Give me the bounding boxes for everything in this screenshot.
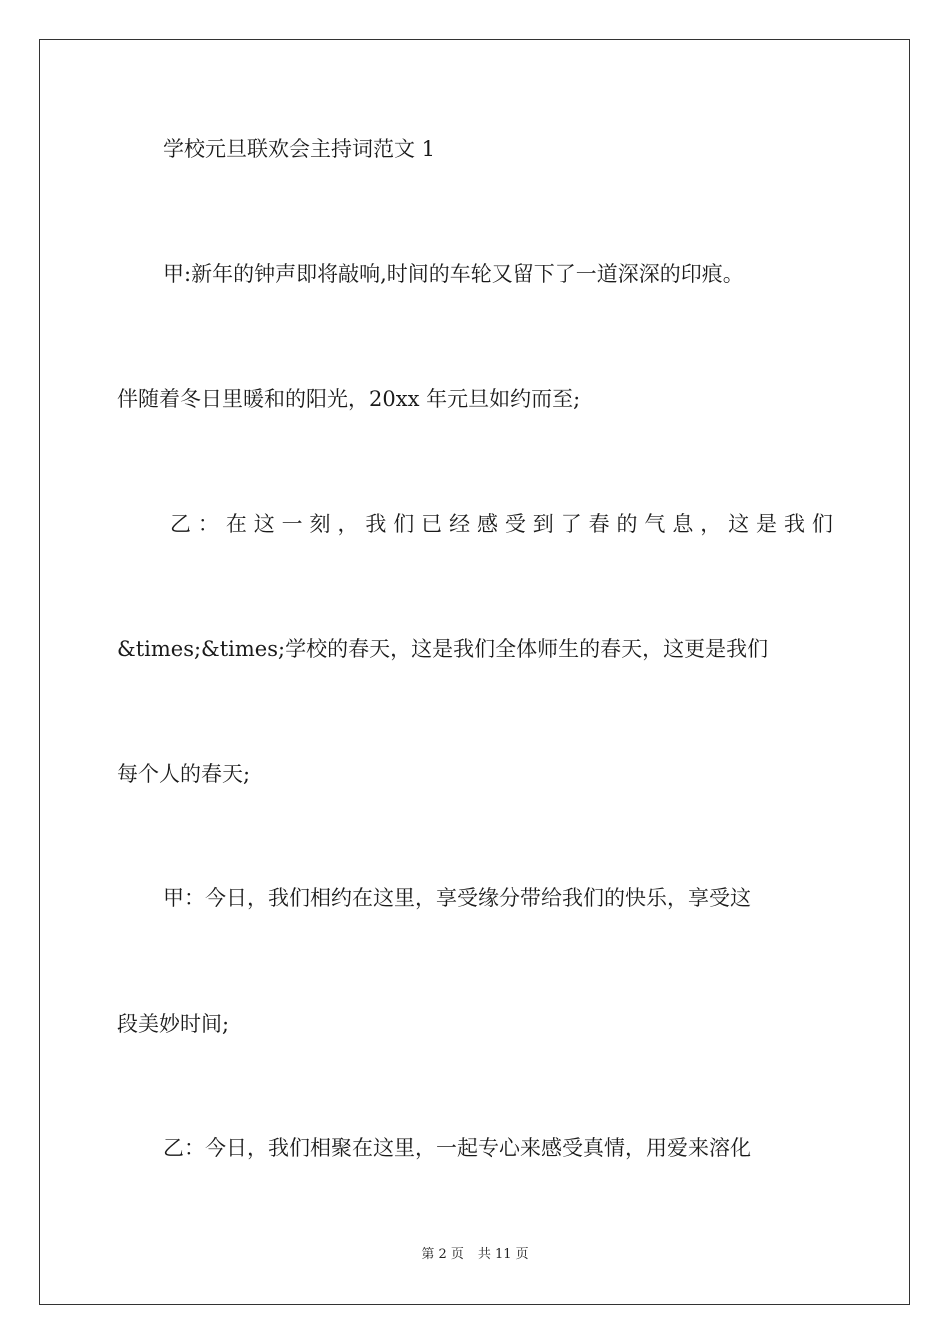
page-footer (0, 1246, 950, 1264)
paragraph-line-4: &times;&times;学校的春天，这是我们全体师生的春天，这更是我们 (117, 637, 769, 661)
line-char: 这 (253, 512, 275, 536)
line-char: 们 (393, 512, 415, 536)
paragraph-line-1: 甲:新年的钟声即将敲响,时间的车轮又留下了一道深深的印痕。 (163, 262, 744, 286)
line-char: 到 (532, 512, 554, 536)
paragraph-line-2: 伴随着冬日里暖和的阳光，20xx 年元旦如约而至; (117, 387, 581, 411)
line-char: 这 (728, 512, 750, 536)
line-char: 的 (616, 512, 638, 536)
line-char: 我 (783, 512, 805, 536)
page-number: 第 2 页 (421, 1247, 464, 1262)
paragraph-line-5: 每个人的春天; (117, 762, 251, 786)
line-char: 们 (811, 512, 833, 536)
line-char: 经 (449, 512, 471, 536)
line-char: 感 (476, 512, 498, 536)
line-char: 春 (588, 512, 610, 536)
line-char: 乙 (170, 512, 191, 536)
line-char: 是 (756, 512, 778, 536)
line-char: 了 (560, 512, 582, 536)
paragraph-line-3 (170, 510, 833, 538)
page-frame (39, 39, 910, 1305)
line-char: 在 (225, 512, 247, 536)
line-char: ， (337, 512, 359, 536)
paragraph-line-6: 甲：今日，我们相约在这里，享受缘分带给我们的快乐，享受这 (163, 886, 751, 910)
line-char: ， (700, 512, 722, 536)
document-title: 学校元旦联欢会主持词范文 1 (163, 137, 436, 161)
page-total: 共 11 页 (477, 1247, 529, 1262)
line-char: 气 (644, 512, 666, 536)
line-char: 已 (421, 512, 443, 536)
line-char: 息 (672, 512, 694, 536)
line-char: 刻 (309, 512, 331, 536)
line-char: 一 (281, 512, 303, 536)
line-char: 我 (365, 512, 387, 536)
paragraph-line-8: 乙：今日，我们相聚在这里，一起专心来感受真情，用爱来溶化 (163, 1136, 751, 1160)
line-char: 受 (504, 512, 526, 536)
line-char: ： (197, 512, 219, 536)
paragraph-line-7: 段美妙时间; (117, 1012, 230, 1036)
